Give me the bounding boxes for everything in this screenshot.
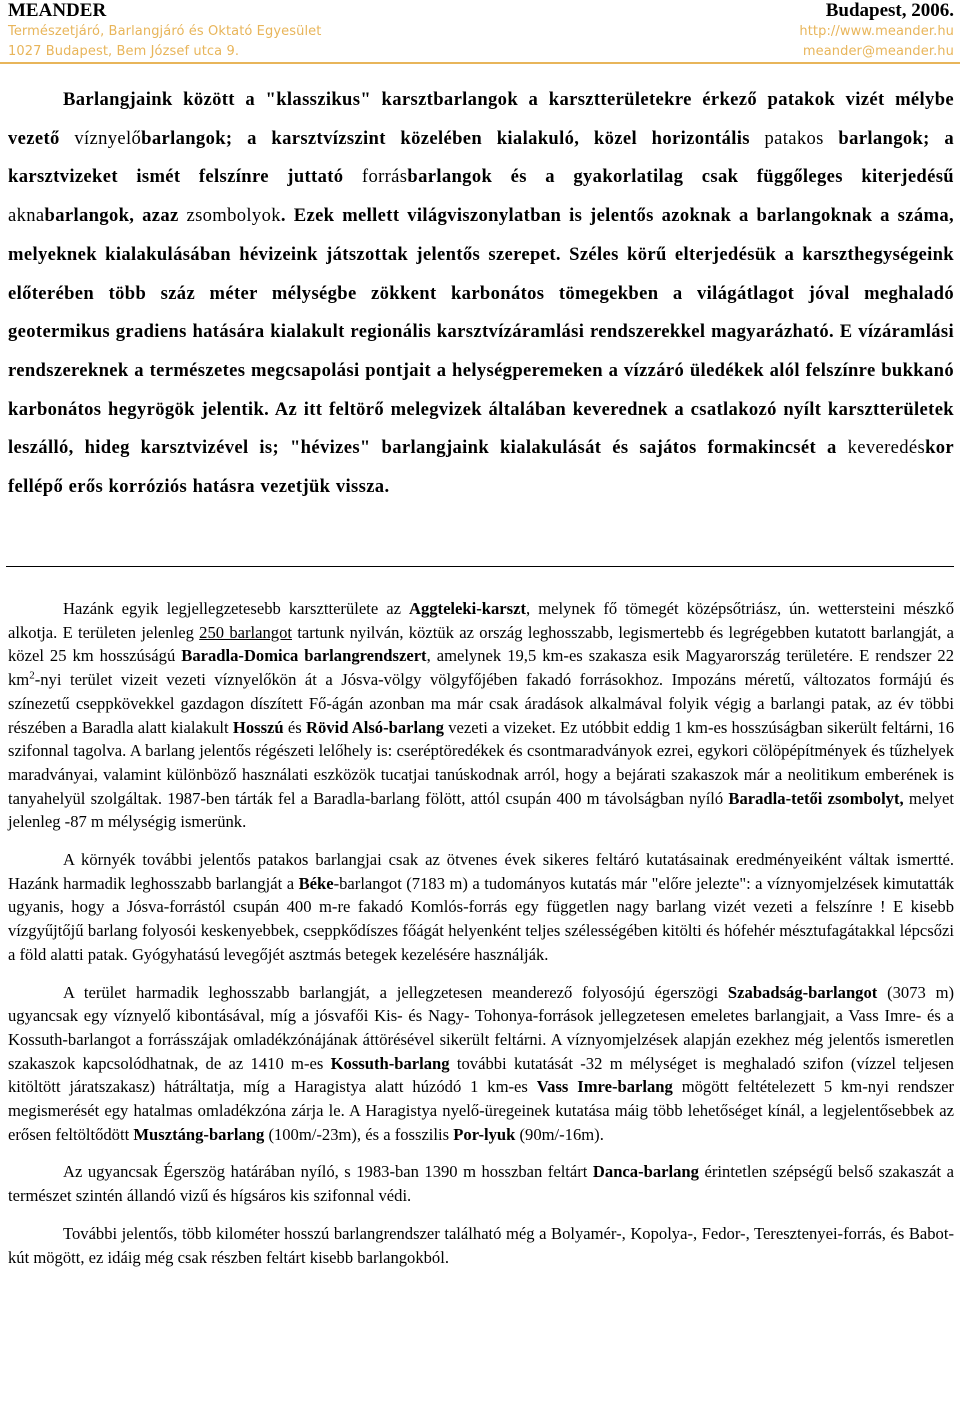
- body-text: (90m/-16m).: [519, 1124, 604, 1144]
- intro-text: akna: [8, 205, 45, 227]
- body-text: Az ugyancsak Égerszög határában nyíló, s 1983-ban 1390 m hosszban feltárt: [63, 1162, 588, 1182]
- term-bold: Vass Imre-barlang: [536, 1077, 673, 1097]
- intro-text: patakos: [764, 127, 824, 149]
- letterhead-left: [8, 0, 321, 62]
- body-text: (100m/-23m), és a fosszilis: [268, 1124, 450, 1144]
- intro-text: víznyelő: [74, 127, 142, 149]
- body-text: mögött feltételezett 5 km-nyi rendszer megismerését egy hatalmas omladékzóna zárja le. A Haragistya nyelő-üregeinek kutatása máig több lehetőséget kínál, a legjelentősebbek az erősen feltöltődött: [8, 1077, 954, 1144]
- body-text: tartunk nyilván, köztük az ország leghosszabb, legismertebb és legrégebben kutatott barlangját, a közel 25 km hosszúságú: [8, 622, 954, 666]
- letterhead-divider: [0, 62, 960, 64]
- intro-text: Barlangjaink között a "klasszikus" karsztbarlangok a karsztterületekre érkező patakok vizét mélybe vezető: [8, 89, 954, 149]
- intro-text: barlangok, azaz: [44, 205, 179, 227]
- body-text: és: [287, 717, 302, 737]
- term-bold: Aggteleki-karszt: [408, 599, 527, 618]
- term-bold: Musztáng-barlang: [133, 1124, 265, 1144]
- email-link[interactable]: meander@meander.hu: [802, 44, 954, 59]
- superscript: 2: [29, 669, 35, 682]
- term-bold: Baradla-Domica barlangrendszert: [181, 646, 427, 666]
- body-text: melyet jelenleg -87 m mélységig ismerünk.: [8, 788, 954, 832]
- term-bold: Kossuth-barlang: [330, 1053, 450, 1073]
- term-bold: Béke: [298, 873, 334, 893]
- body-text: (3073 m) ugyancsak egy víznyelő kibontásával, míg a jósvafői Kis- és Nagy- Tohonya-források jellegzetesen emeletes barlangjait, a Vass Imre- és a Kossuth-barlangot a forrásszájak omladékzónájának áttörésével sikerült feltárni. A víznyomjelzések alapján ezekhez még jelentős ismeretlen szakaszok kapcsolódhatnak, de az 1410 m-es: [8, 982, 954, 1073]
- body-text: Hazánk egyik legjellegzetesebb karsztterülete az: [63, 599, 401, 618]
- website-link[interactable]: http://www.meander.hu: [799, 24, 954, 39]
- section-divider: [6, 566, 954, 567]
- body-text: , melynek fő tömegét középsőtriász, ún. wettersteini mészkő alkotja. E területen jelenleg: [8, 599, 954, 642]
- intro-text: forrás: [361, 166, 408, 188]
- term-bold: Szabadság-barlangot: [727, 982, 878, 1002]
- intro-text: barlangok; a karsztvizeket ismét felszínre juttató: [8, 127, 955, 188]
- place-date: Budapest, 2006.: [825, 0, 954, 21]
- intro-text: barlangok; a karsztvízszint közelében kialakuló, közel horizontális: [141, 127, 750, 149]
- body-text: A terület harmadik leghosszabb barlangját, a jellegzetesen meanderező folyosójú égerszögi: [63, 982, 719, 1002]
- org-full-name: Természetjáró, Barlangjáró és Oktató Egyesület: [8, 24, 322, 39]
- body-text: A környék további jelentős patakos barlangjai csak az ötvenes évek sikeres feltáró kutatásainak eredményeiként váltak ismertté. Hazánk harmadik leghosszabb barlangját a: [8, 850, 954, 893]
- term-bold: Baradla-tetői zsombolyt,: [728, 788, 904, 808]
- intro-text: zsombolyok: [186, 205, 281, 227]
- paragraph-further: [8, 1222, 954, 1269]
- paragraph-szabadsag: [8, 981, 954, 1147]
- paragraph-aggteleki: [8, 597, 954, 834]
- body-text: -barlangot (7183 m) a tudományos kutatás már "előre jelezte": a víznyomjelzések kimutatták ugyanis, hogy a Jósva-forrástól csupán 400 m-re fakadó Komlós-forrás egy független nagy barlang vizét vezeti a felszínre ! E kisebb vízgyűjtőjű barlang folyosói keskenyebbek, cseppkődíszes főágát helyenként teljes szélességében kitölti és hófehér mésztufagátakkal lépcsőzi a föld alatti patak. Gyógyhatású levegőjét asztmás betegek kezelésére használják.: [8, 873, 954, 964]
- intro-text: .: [280, 205, 286, 227]
- intro-text: kor fellépő erős korróziós hatásra vezetjük vissza.: [8, 437, 955, 498]
- body-text: -nyi terület vizeit vezeti víznyelőkön át a Jósva-völgy völgyfőjében fakadó forrásokhoz. Impozáns méretű, változatos formájú és színezetű cseppkövekkel gazdagon díszített Fő-ágán azonban ma már csak áradások alkalmával folyik végig a barlangi patak, az év többi részében a Baradla alatt kialakult: [8, 670, 954, 737]
- body-text: , amelynek 19,5 km-es szakasza esik Magyarország területére. E rendszer 22 km: [8, 646, 955, 690]
- body-text: vezeti a vizeket. Ez utóbbit eddig 1 km-es hosszúságban sikerült feltárni, 16 szifonnal tagolva. A barlang jelentős régészeti lelőhely is: cseréptöredékek és csontmaradványok ezrei, egykori cölöpépítmények és tűzhelyek maradványai, valamint különböző használati eszközök tucatjai tanúskodnak arról, hogy a bejárati szakaszok már a neolitikum emberének is tanyahelyül szolgáltak. 1987-ben tárták fel a Baradla-barlang fölött, attól csupán 400 m távolságban nyíló: [8, 717, 955, 808]
- org-address: 1027 Budapest, Bem József utca 9.: [8, 44, 240, 59]
- org-name: MEANDER: [8, 0, 107, 21]
- term-bold: Rövid Alsó-barlang: [306, 717, 444, 737]
- term-underlined: 250 barlangot: [199, 622, 293, 642]
- intro-text: Ezek mellett világviszonylatban is jelentős azoknak a barlangoknak a száma, melyeknek kialakulásában hévizeink játszottak jelentős szerepet. Széles körű elterjedésük a karszthegységeink előterében több száz méter mélységbe zökkent karbonátos tömegekben a világátlagot jóval meghaladó geotermikus gradiens hatására kialakult regionális karsztvízáramlási rendszerekkel magyarázható. E vízáramlási rendszereknek a természetes megcsapolási pontjait a helységperemeken a vízzáró üledékek alól felszínre bukkanó karbonátos hegyrögök jelentik. Az itt feltörő melegvizek általában keverednek a csatlakozó nyílt karsztterületek leszálló, hideg karsztvizével is; "hévizes" barlangjaink kialakulását és sajátos formakincsét a: [8, 205, 954, 459]
- intro-paragraph: [8, 81, 954, 507]
- paragraph-danca: [8, 1160, 954, 1207]
- paragraph-beke: [8, 848, 954, 967]
- intro-text: keveredés: [847, 437, 926, 459]
- body-text: további kutatását -32 m mélységet is meghaladó szifon (vízzel teljesen kitöltött járatszakasz) hátráltatja, míg a Haragistya alatt húzódó 1 km-es: [8, 1053, 954, 1097]
- body-section: [8, 597, 954, 1269]
- term-bold: Danca-barlang: [592, 1162, 699, 1182]
- term-bold: Por-lyuk: [453, 1124, 516, 1144]
- body-text: érintetlen szépségű belső szakaszát a természet szintén állandó vizű és hígsáros kis szifonnal védi.: [8, 1162, 954, 1206]
- body-text: További jelentős, több kilométer hosszú barlangrendszer található még a Bolyamér-, Kopolya-, Fedor-, Teresztenyei-forrás, és Babot-kút mögött, ez idáig még csak részben feltárt kisebb barlangokból.: [8, 1223, 954, 1267]
- intro-text: barlangok és a gyakorlatilag csak függőleges kiterjedésű: [407, 166, 954, 188]
- intro-section: [8, 81, 954, 507]
- term-bold: Hosszú: [232, 717, 284, 737]
- letterhead-right: [799, 0, 954, 62]
